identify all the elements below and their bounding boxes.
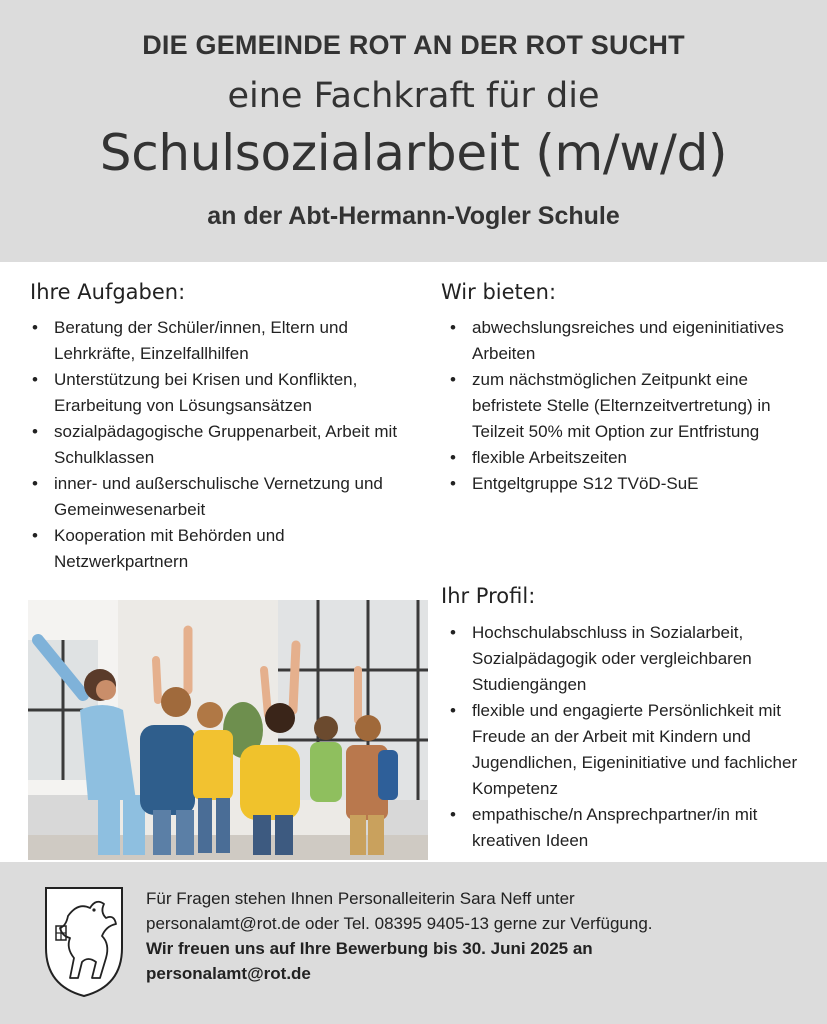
footer-band [0, 862, 827, 1024]
list-item: • Kooperation mit Behörden und Netzwerkpartnern [28, 523, 418, 575]
contact-text: Für Fragen stehen Ihnen Personalleiterin Sara Neff unter [146, 889, 575, 908]
list-item: • abwechslungsreiches und eigeninitiatives Arbeiten [446, 315, 816, 367]
profil-list [446, 620, 816, 854]
list-item: • inner- und außerschulische Vernetzung und Gemeinwesenarbeit [28, 471, 418, 523]
job-title: Schulsozialarbeit (m/w/d) [99, 124, 728, 182]
list-item: • flexible und engagierte Persönlichkeit mit Freude an der Arbeit mit Kindern und Jugendlichen, Eigeninitiative und fachlicher Kompetenz [446, 698, 816, 802]
list-item: • flexible Arbeitszeiten [446, 445, 816, 471]
header-band [0, 0, 827, 262]
bieten-list [446, 315, 816, 497]
profil-heading: Ihr Profil: [441, 584, 536, 608]
application-deadline: Wir freuen uns auf Ihre Bewerbung bis 30. Juni 2025 an [146, 939, 593, 958]
aufgaben-list [28, 315, 418, 575]
list-item: • Beratung der Schüler/innen, Eltern und Lehrkräfte, Einzelfallhilfen [28, 315, 418, 367]
school-name: an der Abt-Hermann-Vogler Schule [207, 202, 620, 230]
list-item: • sozialpädagogische Gruppenarbeit, Arbeit mit Schulklassen [28, 419, 418, 471]
application-email: personalamt@rot.de [146, 964, 311, 983]
header-subtitle: eine Fachkraft für die [227, 76, 600, 116]
contact-details: personalamt@rot.de oder Tel. 08395 9405-13 gerne zur Verfügung. [146, 914, 653, 933]
griffin-coat-of-arms-icon [44, 886, 124, 998]
header-org-line: DIE GEMEINDE ROT AN DER ROT SUCHT [142, 30, 685, 60]
list-item: • zum nächstmöglichen Zeitpunkt eine befristete Stelle (Elternzeitvertretung) in Teilzeit 50% mit Option zur Entfristung [446, 367, 816, 445]
list-item: • Unterstützung bei Krisen und Konflikten, Erarbeitung von Lösungsansätzen [28, 367, 418, 419]
children-classroom-photo [28, 600, 428, 860]
bieten-heading: Wir bieten: [441, 280, 557, 304]
list-item: • empathische/n Ansprechpartner/in mit kreativen Ideen [446, 802, 816, 854]
list-item: • Entgeltgruppe S12 TVöD-SuE [446, 471, 816, 497]
aufgaben-heading: Ihre Aufgaben: [30, 280, 186, 304]
list-item: • Hochschulabschluss in Sozialarbeit, Sozialpädagogik oder vergleichbaren Studiengängen [446, 620, 816, 698]
